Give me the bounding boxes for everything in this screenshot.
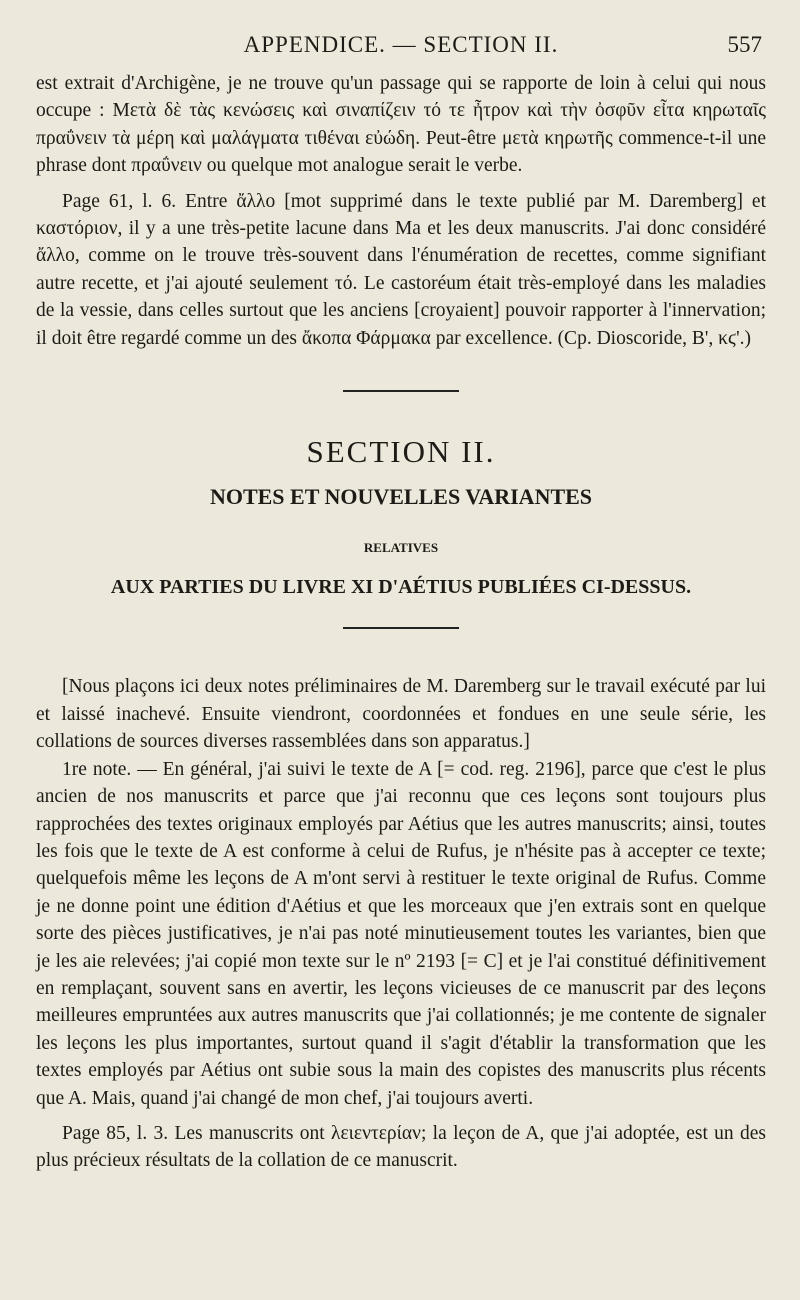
editorial-note: [Nous plaçons ici deux notes préliminaires de M. Daremberg sur le travail exécuté par lui et laissé inachevé. Ensuite viendront, coordonnées et fondues en une seule série, les collations de sources diverses rassemblées dans son apparatus.] [36, 676, 766, 753]
section-parts-title: AUX PARTIES DU LIVRE XI D'AÉTIUS PUBLIÉES CI-DESSUS. [110, 576, 692, 599]
note-page-61: Page 61, l. 6. Entre ἄλλο [mot supprimé dans le texte publié par M. Daremberg] et καστόριον, il y a une très-petite lacune dans Ma et les deux manuscrits. J'ai donc considéré ἄλλο, comme on le trouve très-souvent dans l'énumération de recettes, comme signifiant autre recette, et j'ai ajouté seulement τό. Le castoréum était très-employé dans les maladies de la vessie, dans celles surtout que les anciens [croyaient] pouvoir rapporter à l'innervation; il doit être regardé comme un des ἄκοπα Φάρμακα par excellence. (Cp. Dioscoride, B', κϛ'.) [36, 190, 766, 349]
page-body [36, 70, 766, 1175]
section-subtitle: NOTES ET NOUVELLES VARIANTES [209, 484, 593, 510]
page-header [36, 32, 766, 64]
section-title: SECTION II. [306, 434, 496, 470]
running-title: APPENDICE. — SECTION II. [243, 32, 559, 57]
divider-rule [343, 390, 459, 392]
page-number: 557 [727, 32, 762, 57]
divider-rule [343, 627, 459, 629]
first-note: 1re note. — En général, j'ai suivi le texte de A [= cod. reg. 2196], parce que c'est le plus ancien de nos manuscrits et parce que j'ai reconnu que ces leçons sont toujours plus rapprochées des textes originaux employés par Aétius que les autres manuscrits; ainsi, toutes les fois que le texte de A est conforme à celui de Rufus, je n'hésite pas à accepter ce texte; quelquefois même les leçons de A m'ont servi à restituer le texte original de Rufus. Comme je ne donne point une édition d'Aétius et que les morceaux que j'en extrais sont en quelque sorte des pièces justificatives, je n'ai pas noté minutieusement toutes les variantes, bien que je les aie relevées; j'ai copié mon texte sur le nº 2193 [= C] et je l'ai constitué définitivement en remplaçant, souvent sans en avertir, les leçons vicieuses de ce manuscrit par des leçons meilleures empruntées aux autres manuscrits que j'ai collationnés; je me contente de signaler les leçons les plus importantes, surtout quand il s'agit d'établir la transformation que les textes employés par Aétius ont subie sous la main des copistes des manuscrits plus récents que A. Mais, quand j'ai changé de mon chef, j'ai toujours averti. [36, 758, 766, 1109]
note-page-85: Page 85, l. 3. Les manuscrits ont λειεντερίαν; la leçon de A, que j'ai adoptée, est un des plus précieux résultats de la collation de ce manuscrit. [36, 1122, 766, 1172]
section-relatives: RELATIVES [363, 540, 439, 556]
paragraph-continuation: est extrait d'Archigène, je ne trouve qu'un passage qui se rapporte de loin à celui qui nous occupe : Μετὰ δὲ τὰς κενώσεις καὶ σιναπίζειν τό τε ἦτρον καὶ τὴν ὀσφῦν εἶτα κηρωταῖς πραΰνειν τὰ μέρη καὶ μαλάγματα τιθέναι εὐώδη. Peut-être μετὰ κηρωτῆς commence-t-il une phrase dont πραΰνειν ou quelque mot analogue serait le verbe. [36, 73, 766, 177]
